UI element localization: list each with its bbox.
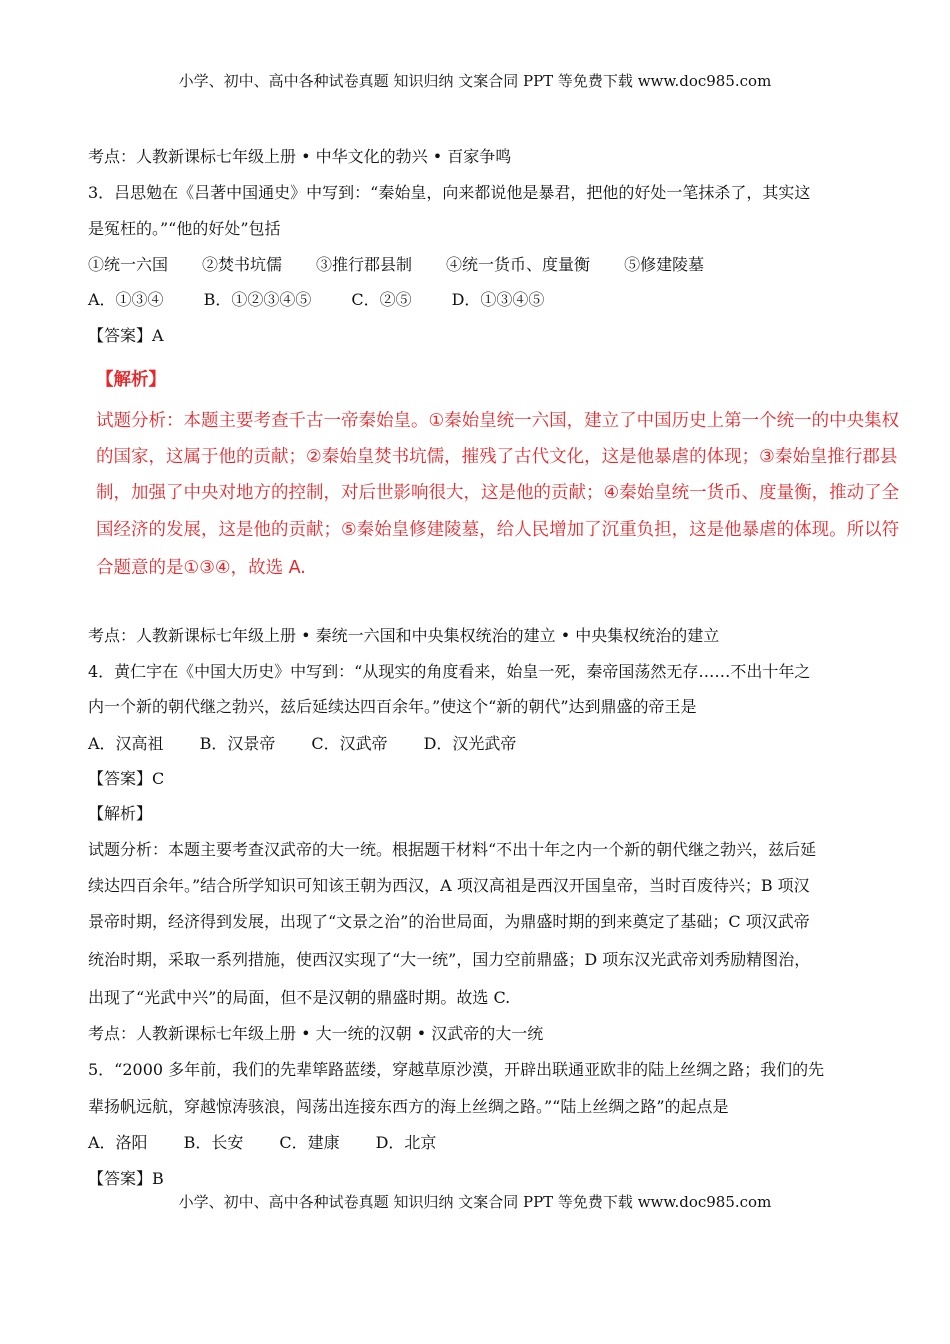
q3-item-2: ②焚书坑儒 — [202, 255, 283, 274]
q3-stem-line-2: 是冤枉的。”“他的好处”包括 — [88, 219, 281, 238]
q4-jiexi-label: 【解析】 — [88, 804, 153, 823]
q5-option-d: D．北京 — [375, 1133, 437, 1152]
q4-answer: 【答案】C — [88, 769, 165, 788]
q4-analysis-line-3: 景帝时期，经济得到发展，出现了“文景之治”的治世局面，为鼎盛时期的到来奠定了基础；C 项汉武帝 — [88, 912, 810, 931]
q4-analysis-line-5: 出现了“光武中兴”的局面，但不是汉朝的鼎盛时期。故选 C. — [88, 988, 511, 1007]
kaodian-prev: 考点：人教新课标七年级上册 • 中华文化的勃兴 • 百家争鸣 — [88, 147, 512, 166]
q4-options — [88, 734, 516, 754]
q3-analysis-line-5: 合题意的是①③④，故选 A. — [96, 558, 306, 578]
q3-items — [88, 255, 704, 275]
q5-option-b: B．长安 — [183, 1133, 244, 1152]
q3-analysis-line-3: 制，加强了中央对地方的控制，对后世影响很大，这是他的贡献；④秦始皇统一货币、度量衡，推动了全 — [96, 483, 900, 503]
page-footer: 小学、初中、高中各种试卷真题 知识归纳 文案合同 PPT 等免费下载 www.doc985.com — [178, 1193, 772, 1211]
q4-stem-line-1: 4．黄仁宇在《中国大历史》中写到：“从现实的角度看来，始皇一死，秦帝国荡然无存……不出十年之 — [88, 662, 811, 681]
q3-jiexi-label: 【解析】 — [96, 370, 166, 390]
q3-analysis-line-2: 的国家，这属于他的贡献；②秦始皇焚书坑儒，摧残了古代文化，这是他暴虐的体现；③秦始皇推行郡县 — [96, 447, 898, 467]
q4-analysis-line-2: 续达四百余年。”结合所学知识可知该王朝为西汉，A 项汉高祖是西汉开国皇帝，当时百废待兴；B 项汉 — [88, 876, 810, 895]
q5-options — [88, 1133, 436, 1153]
q4-option-d: D．汉光武帝 — [423, 734, 517, 753]
q3-stem-line-1: 3．吕思勉在《吕著中国通史》中写到：“秦始皇，向来都说他是暴君，把他的好处一笔抹杀了，其实这 — [88, 183, 811, 202]
q3-option-b: B．①②③④⑤ — [203, 290, 312, 309]
q3-item-1: ①统一六国 — [88, 255, 169, 274]
q3-item-5: ⑤修建陵墓 — [624, 255, 705, 274]
q3-kaodian: 考点：人教新课标七年级上册 • 秦统一六国和中央集权统治的建立 • 中央集权统治的建立 — [88, 626, 720, 645]
q4-option-a: A．汉高祖 — [88, 734, 164, 753]
q5-option-c: C．建康 — [279, 1133, 340, 1152]
q5-stem-line-1: 5．“2000 多年前，我们的先辈筚路蓝缕，穿越草原沙漠，开辟出联通亚欧非的陆上丝绸之路；我们的先 — [88, 1060, 825, 1079]
q3-item-4: ④统一货币、度量衡 — [446, 255, 591, 274]
q3-option-c: C．②⑤ — [351, 290, 412, 309]
q3-analysis-line-1: 试题分析：本题主要考查千古一帝秦始皇。①秦始皇统一六国，建立了中国历史上第一个统一的中央集权 — [96, 411, 900, 431]
q3-option-d: D．①③④⑤ — [451, 290, 545, 309]
q5-option-a: A．洛阳 — [88, 1133, 148, 1152]
q4-analysis-line-1: 试题分析：本题主要考查汉武帝的大一统。根据题干材料“不出十年之内一个新的朝代继之勃兴，兹后延 — [88, 840, 817, 859]
q4-option-b: B．汉景帝 — [199, 734, 276, 753]
q5-answer: 【答案】B — [88, 1169, 164, 1188]
q3-option-a: A．①③④ — [88, 290, 164, 309]
page-header: 小学、初中、高中各种试卷真题 知识归纳 文案合同 PPT 等免费下载 www.doc985.com — [178, 72, 772, 90]
q3-analysis-line-4: 国经济的发展，这是他的贡献；⑤秦始皇修建陵墓，给人民增加了沉重负担，这是他暴虐的体现。所以符 — [96, 520, 900, 540]
q4-analysis-line-4: 统治时期，采取一系列措施，使西汉实现了“大一统”，国力空前鼎盛；D 项东汉光武帝刘秀励精图治， — [88, 950, 811, 969]
q5-stem-line-2: 辈扬帆远航，穿越惊涛骇浪，闯荡出连接东西方的海上丝绸之路。”“陆上丝绸之路”的起点是 — [88, 1097, 729, 1116]
q3-options — [88, 290, 544, 310]
q4-stem-line-2: 内一个新的朝代继之勃兴，兹后延续达四百余年。”使这个“新的朝代”达到鼎盛的帝王是 — [88, 697, 697, 716]
q3-answer: 【答案】A — [88, 326, 164, 345]
q4-option-c: C．汉武帝 — [311, 734, 388, 753]
q3-item-3: ③推行郡县制 — [316, 255, 413, 274]
q4-kaodian: 考点：人教新课标七年级上册 • 大一统的汉朝 • 汉武帝的大一统 — [88, 1024, 544, 1043]
